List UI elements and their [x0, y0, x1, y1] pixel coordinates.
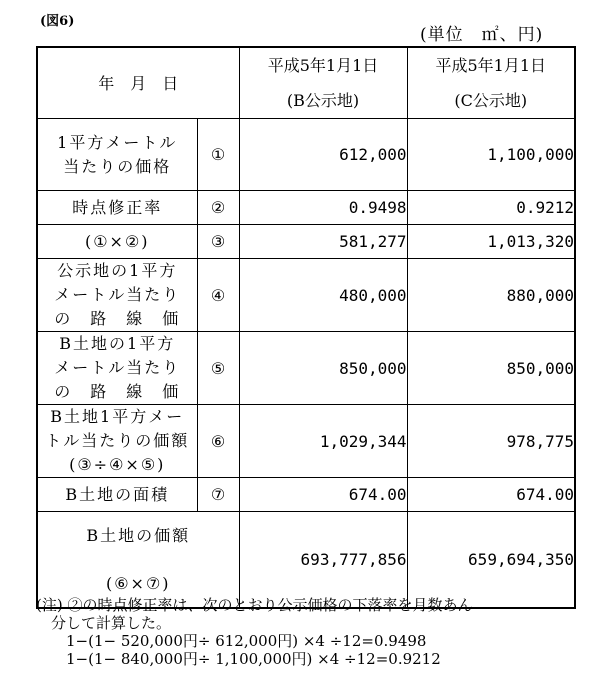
unit-label: (単位 ㎡、円) [420, 25, 544, 45]
row-label: 時点修正率 [37, 191, 197, 225]
col-c-date: 平成5年1月1日 [435, 56, 547, 75]
date-header: 年 月 日 [37, 47, 239, 119]
value-b: 693,777,856 [239, 512, 407, 608]
row-label: 1平方メートル 当たりの価格 [37, 119, 197, 191]
col-c-name: (C公示地) [454, 91, 528, 111]
col-b-date: 平成5年1月1日 [267, 56, 379, 75]
table-row [37, 478, 575, 512]
header-row [37, 47, 575, 119]
value-c: 880,000 [407, 259, 575, 332]
value-b: 612,000 [239, 119, 407, 191]
row-label: B土地の価額 (⑥×⑦) [37, 512, 239, 608]
row-label: B土地1平方メー トル当たりの価額 (③÷④×⑤) [37, 405, 197, 478]
value-b: 850,000 [239, 332, 407, 405]
row-label: (①×②) [37, 225, 197, 259]
row-mark: ② [197, 191, 239, 225]
row-label: B土地の1平方 メートル当たり の 路 線 価 [37, 332, 197, 405]
note-line: (注) ②の時点修正率は、次のとおり公示価格の下落率を月数あん [36, 596, 473, 614]
value-c: 0.9212 [407, 191, 575, 225]
value-c: 674.00 [407, 478, 575, 512]
value-b: 581,277 [239, 225, 407, 259]
row-mark: ④ [197, 259, 239, 332]
table-row [37, 405, 575, 478]
value-b: 480,000 [239, 259, 407, 332]
row-mark: ⑤ [197, 332, 239, 405]
row-mark: ⑥ [197, 405, 239, 478]
figure-label: (図6) [40, 14, 75, 29]
table-row [37, 225, 575, 259]
row-label: 公示地の1平方 メートル当たり の 路 線 価 [37, 259, 197, 332]
row-mark: ⑦ [197, 478, 239, 512]
value-c: 1,013,320 [407, 225, 575, 259]
value-b: 1,029,344 [239, 405, 407, 478]
table-row [37, 191, 575, 225]
value-b: 0.9498 [239, 191, 407, 225]
table-row [37, 512, 575, 608]
footnote [36, 596, 472, 668]
value-c: 1,100,000 [407, 119, 575, 191]
table-row [37, 119, 575, 191]
value-b: 674.00 [239, 478, 407, 512]
col-b-name: (B公示地) [286, 91, 360, 111]
col-c-header [407, 47, 575, 119]
value-c: 978,775 [407, 405, 575, 478]
col-b-header [239, 47, 407, 119]
note-line: 1−(1− 840,000円÷ 1,100,000円) ×4 ÷12=0.9212 [36, 650, 441, 668]
row-label: B土地の面積 [37, 478, 197, 512]
table-row [37, 332, 575, 405]
value-c: 659,694,350 [407, 512, 575, 608]
land-price-table [36, 46, 576, 609]
table-row [37, 259, 575, 332]
value-c: 850,000 [407, 332, 575, 405]
note-line: 1−(1− 520,000円÷ 612,000円) ×4 ÷12=0.9498 [36, 632, 427, 650]
row-mark: ① [197, 119, 239, 191]
row-mark: ③ [197, 225, 239, 259]
note-line: 分して計算した。 [36, 614, 172, 632]
